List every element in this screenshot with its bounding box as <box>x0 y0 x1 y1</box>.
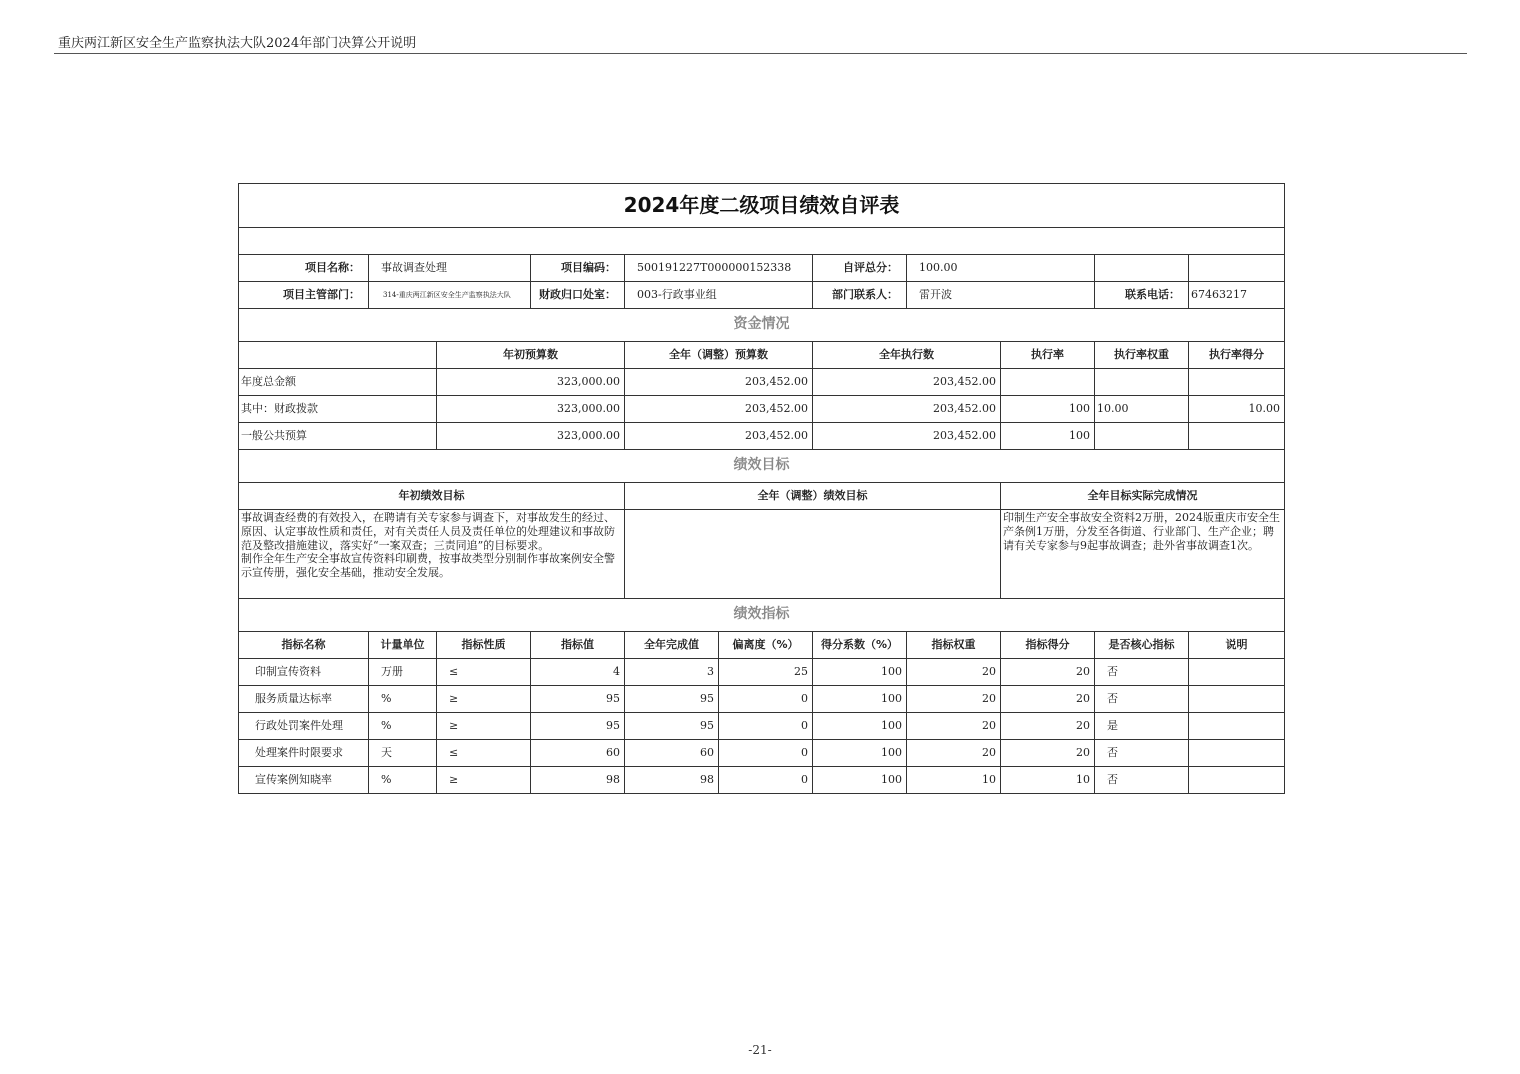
empty-cell <box>1095 255 1189 282</box>
goals-header: 年初绩效目标 <box>239 483 625 510</box>
department-label: 项目主管部门： <box>239 282 369 309</box>
indicator-unit: 天 <box>369 740 437 767</box>
indicator-nature: ≥ <box>437 767 531 794</box>
indicator-row <box>239 659 1285 686</box>
actual-completion-cell <box>1001 510 1285 599</box>
funds-score <box>1189 369 1285 396</box>
funds-executed: 203,452.00 <box>813 423 1001 450</box>
page-number: -21- <box>748 1043 772 1057</box>
indicator-row <box>239 740 1285 767</box>
indicator-deviation: 25 <box>719 659 813 686</box>
indicators-section-title: 绩效指标 <box>239 599 1285 632</box>
funds-initial: 323,000.00 <box>437 369 625 396</box>
indicator-coef: 100 <box>813 740 907 767</box>
funds-row <box>239 369 1285 396</box>
indicator-row <box>239 713 1285 740</box>
indicator-nature: ≥ <box>437 686 531 713</box>
indicator-score: 20 <box>1001 659 1095 686</box>
indicator-coef: 100 <box>813 767 907 794</box>
indicator-target: 60 <box>531 740 625 767</box>
indicator-weight: 20 <box>907 740 1001 767</box>
funds-row-label: 年度总金额 <box>239 369 437 396</box>
indicator-name: 处理案件时限要求 <box>239 740 369 767</box>
indicator-header: 指标权重 <box>907 632 1001 659</box>
project-name-value: 事故调查处理 <box>369 255 531 282</box>
goals-header: 全年目标实际完成情况 <box>1001 483 1285 510</box>
funds-weight <box>1095 423 1189 450</box>
funds-header: 年初预算数 <box>437 342 625 369</box>
indicator-name: 宣传案例知晓率 <box>239 767 369 794</box>
indicator-header: 全年完成值 <box>625 632 719 659</box>
indicator-weight: 20 <box>907 686 1001 713</box>
funds-adjusted: 203,452.00 <box>625 369 813 396</box>
blank-row <box>239 228 1285 255</box>
indicator-nature: ≤ <box>437 740 531 767</box>
funds-header: 执行率权重 <box>1095 342 1189 369</box>
funds-row <box>239 396 1285 423</box>
indicator-unit: % <box>369 767 437 794</box>
project-code-label: 项目编码： <box>531 255 625 282</box>
indicator-nature: ≥ <box>437 713 531 740</box>
indicator-actual: 95 <box>625 686 719 713</box>
funds-adjusted: 203,452.00 <box>625 396 813 423</box>
funds-executed: 203,452.00 <box>813 369 1001 396</box>
indicator-name: 印制宣传资料 <box>239 659 369 686</box>
finance-office-value: 003-行政事业组 <box>625 282 813 309</box>
indicator-note <box>1189 659 1285 686</box>
indicator-note <box>1189 686 1285 713</box>
funds-rate: 100 <box>1001 423 1095 450</box>
indicator-core: 否 <box>1095 767 1189 794</box>
indicator-score: 20 <box>1001 713 1095 740</box>
indicator-target: 4 <box>531 659 625 686</box>
indicator-actual: 60 <box>625 740 719 767</box>
indicator-coef: 100 <box>813 686 907 713</box>
indicator-nature: ≤ <box>437 659 531 686</box>
indicator-name: 服务质量达标率 <box>239 686 369 713</box>
project-name-label: 项目名称： <box>239 255 369 282</box>
department-value: 314-重庆两江新区安全生产监察执法大队 <box>369 282 531 309</box>
indicator-deviation: 0 <box>719 767 813 794</box>
funds-header: 执行率 <box>1001 342 1095 369</box>
indicator-target: 95 <box>531 686 625 713</box>
funds-row-label: 一般公共预算 <box>239 423 437 450</box>
indicator-actual: 98 <box>625 767 719 794</box>
indicator-coef: 100 <box>813 659 907 686</box>
funds-score: 10.00 <box>1189 396 1285 423</box>
indicator-header: 指标值 <box>531 632 625 659</box>
self-score-value: 100.00 <box>907 255 1095 282</box>
funds-rate <box>1001 369 1095 396</box>
indicator-unit: % <box>369 713 437 740</box>
empty-cell <box>1189 255 1285 282</box>
phone-label: 联系电话： <box>1095 282 1189 309</box>
initial-goal-text: 事故调查经费的有效投入，在聘请有关专家参与调查下，对事故发生的经过、原因、认定事故性质和责任，对有关责任人员及责任单位的处理建议和事故防范及整改措施建议，落实好“一案双查；三责同追”的目标要求。 <box>241 511 615 552</box>
empty-cell <box>239 342 437 369</box>
contact-value: 雷开波 <box>907 282 1095 309</box>
indicator-header: 说明 <box>1189 632 1285 659</box>
indicator-header: 指标性质 <box>437 632 531 659</box>
indicator-header: 指标得分 <box>1001 632 1095 659</box>
page-header: 重庆两江新区安全生产监察执法大队2024年部门决算公开说明 <box>58 36 417 51</box>
indicator-score: 20 <box>1001 740 1095 767</box>
header-divider <box>54 53 1467 54</box>
indicator-coef: 100 <box>813 713 907 740</box>
indicator-deviation: 0 <box>719 740 813 767</box>
indicator-row <box>239 767 1285 794</box>
adjusted-goal-cell <box>625 510 1001 599</box>
funds-section-title: 资金情况 <box>239 309 1285 342</box>
table-title: 2024年度二级项目绩效自评表 <box>239 184 1285 228</box>
indicator-target: 98 <box>531 767 625 794</box>
indicator-core: 是 <box>1095 713 1189 740</box>
indicator-weight: 20 <box>907 713 1001 740</box>
indicator-unit: 万册 <box>369 659 437 686</box>
funds-rate: 100 <box>1001 396 1095 423</box>
indicator-score: 20 <box>1001 686 1095 713</box>
project-code-value: 500191227T000000152338 <box>625 255 813 282</box>
funds-weight: 10.00 <box>1095 396 1189 423</box>
indicator-row <box>239 686 1285 713</box>
indicator-header: 偏离度（%） <box>719 632 813 659</box>
indicator-deviation: 0 <box>719 686 813 713</box>
indicator-weight: 20 <box>907 659 1001 686</box>
indicator-header: 是否核心指标 <box>1095 632 1189 659</box>
indicator-header: 得分系数（%） <box>813 632 907 659</box>
funds-initial: 323,000.00 <box>437 396 625 423</box>
funds-adjusted: 203,452.00 <box>625 423 813 450</box>
indicator-actual: 95 <box>625 713 719 740</box>
indicator-note <box>1189 740 1285 767</box>
funds-row <box>239 423 1285 450</box>
self-score-label: 自评总分： <box>813 255 907 282</box>
contact-label: 部门联系人： <box>813 282 907 309</box>
finance-office-label: 财政归口处室： <box>531 282 625 309</box>
funds-header: 全年执行数 <box>813 342 1001 369</box>
indicator-note <box>1189 767 1285 794</box>
indicator-header: 计量单位 <box>369 632 437 659</box>
indicator-note <box>1189 713 1285 740</box>
actual-completion-text: 印制生产安全事故安全资料2万册，2024版重庆市安全生产条例1万册，分发至各街道、行业部门、生产企业；聘请有关专家参与9起事故调查；赴外省事故调查1次。 <box>1003 511 1280 552</box>
goals-section-title: 绩效目标 <box>239 450 1285 483</box>
initial-goal-cell <box>239 510 625 599</box>
phone-value: 67463217 <box>1189 282 1285 309</box>
indicator-core: 否 <box>1095 740 1189 767</box>
indicator-header: 指标名称 <box>239 632 369 659</box>
funds-row-label: 其中：财政拨款 <box>239 396 437 423</box>
initial-goal-text-2: 制作全年生产安全事故宣传资料印刷费，按事故类型分别制作事故案例安全警示宣传册，强化安全基础，推动安全发展。 <box>241 552 615 579</box>
indicator-score: 10 <box>1001 767 1095 794</box>
indicator-weight: 10 <box>907 767 1001 794</box>
indicator-deviation: 0 <box>719 713 813 740</box>
funds-header: 全年（调整）预算数 <box>625 342 813 369</box>
indicator-target: 95 <box>531 713 625 740</box>
indicator-core: 否 <box>1095 659 1189 686</box>
funds-executed: 203,452.00 <box>813 396 1001 423</box>
indicator-name: 行政处罚案件处理 <box>239 713 369 740</box>
performance-evaluation-table <box>238 183 1285 794</box>
funds-score <box>1189 423 1285 450</box>
goals-header: 全年（调整）绩效目标 <box>625 483 1001 510</box>
funds-weight <box>1095 369 1189 396</box>
indicator-unit: % <box>369 686 437 713</box>
funds-initial: 323,000.00 <box>437 423 625 450</box>
indicator-actual: 3 <box>625 659 719 686</box>
funds-header: 执行率得分 <box>1189 342 1285 369</box>
indicator-core: 否 <box>1095 686 1189 713</box>
